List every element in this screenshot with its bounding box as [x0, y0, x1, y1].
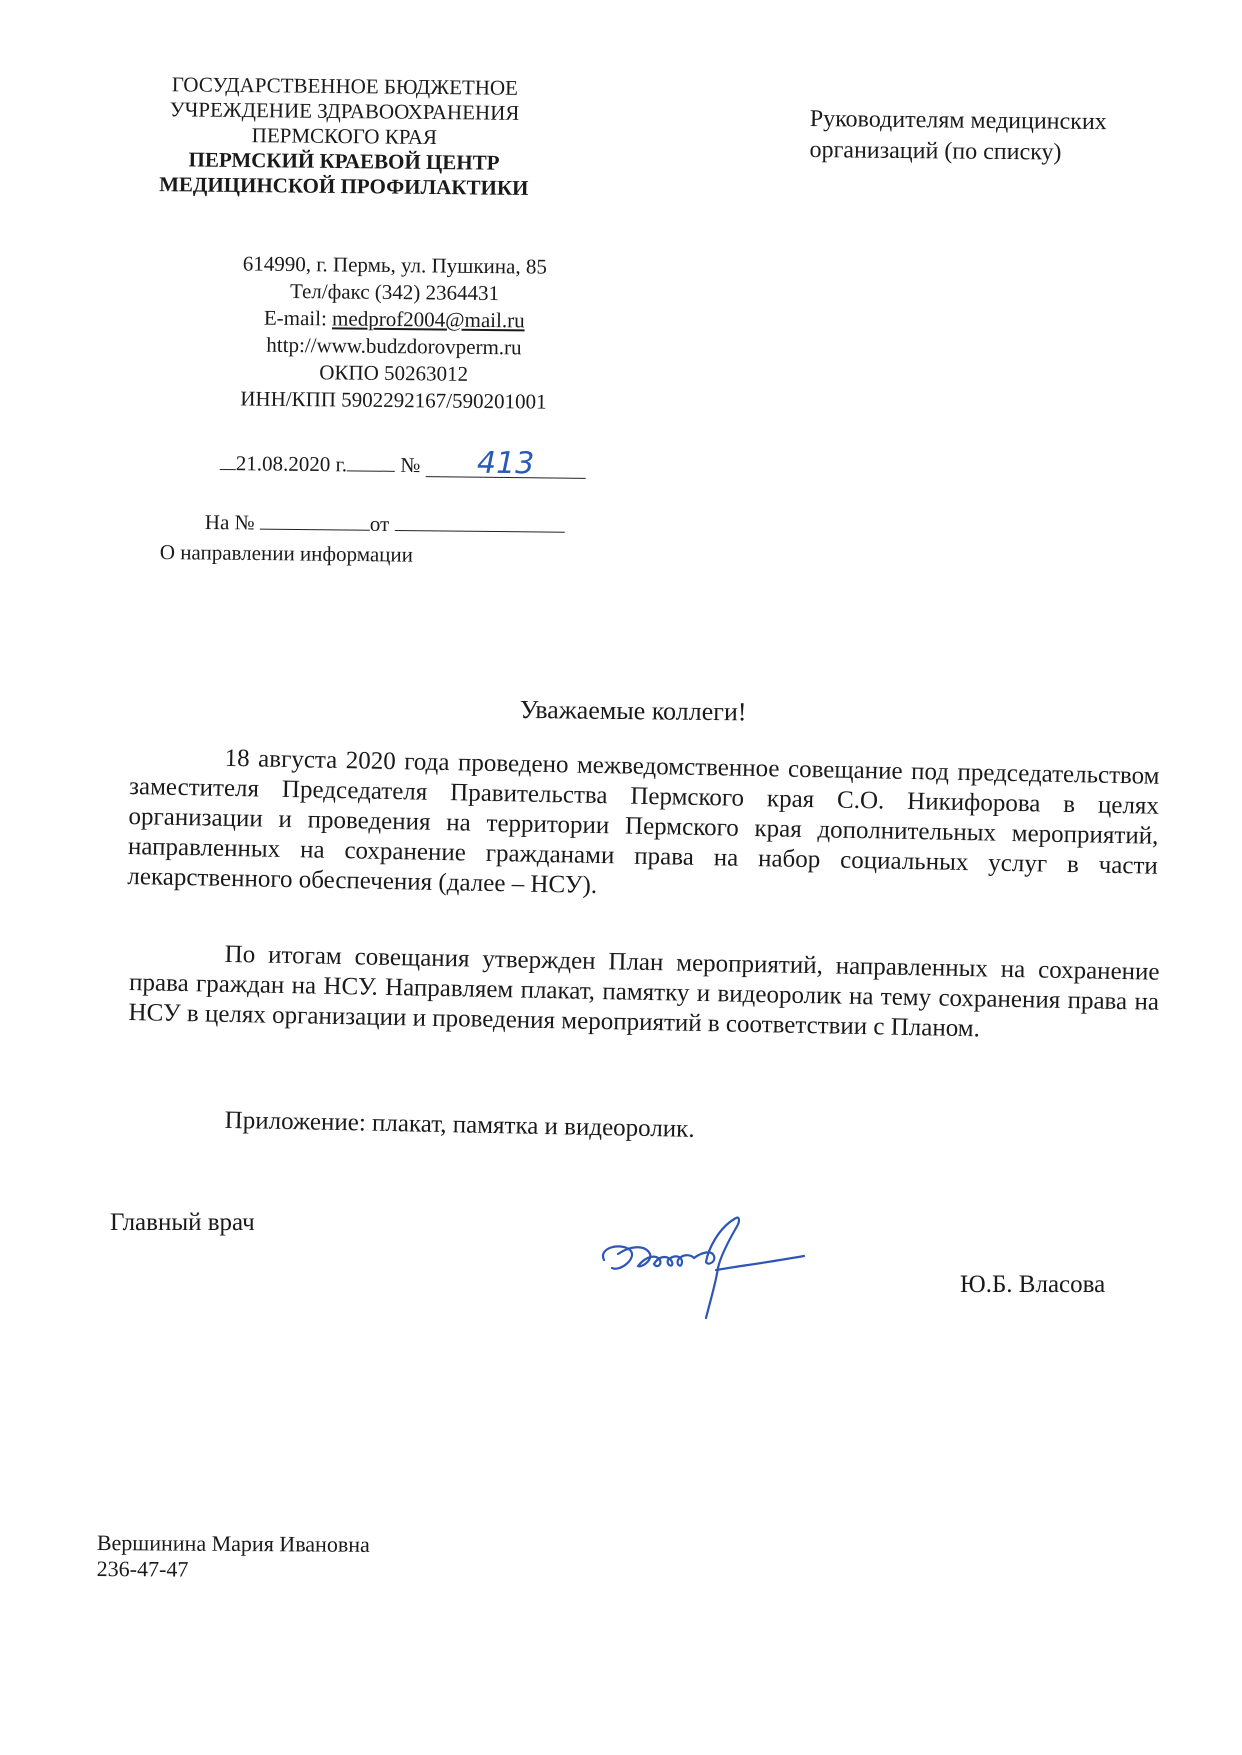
body-paragraph: По итогам совещания утвержден План мероприятий, направленных на сохранение права граждан на НСУ. Направляем плакат, памятку и видеоролик на тему сохранения права на НСУ в целях организации и проведения мероприятий в соответствии с Планом.	[128, 940, 1160, 1043]
sender-address: 614990, г. Пермь, ул. Пушкина, 85	[242, 251, 548, 279]
attachment-note: Приложение: плакат, памятка и видеоролик.	[224, 1106, 695, 1143]
blank-underline	[347, 452, 395, 472]
handwritten-signature	[590, 1210, 820, 1340]
registration-number: 413	[426, 450, 586, 479]
signatory-title: Главный врач	[110, 1209, 255, 1236]
sender-email-row	[199, 304, 589, 335]
sender-name-line: ПЕРМСКИЙ КРАЕВОЙ ЦЕНТР	[188, 147, 500, 175]
executor-block	[97, 1530, 370, 1584]
blank-underline	[260, 511, 370, 531]
blank-underline	[220, 451, 236, 470]
sender-okpo: ОКПО 50263012	[319, 360, 469, 386]
body-paragraph: 18 августа 2020 года проведено межведомственное совещание под председательством заместителя Председателя Правительства Пермского края С.О. Никифорова в целях организации и проведения на территории Пермского края дополнительных мероприятий, направленных на сохранение гражданами права на набор социальных услуг в части лекарственного обеспечения (далее – НСУ).	[127, 744, 1160, 899]
sender-organization-block	[149, 72, 540, 201]
sender-org-line: УЧРЕЖДЕНИЕ ЗДРАВООХРАНЕНИЯ	[169, 97, 520, 125]
in-reply-line	[205, 508, 635, 541]
sender-contacts-block	[198, 250, 590, 416]
in-reply-label: На №	[204, 509, 255, 535]
blank-underline	[394, 512, 564, 533]
recipient-line: организаций (по списку)	[809, 136, 1062, 166]
sender-name-line: МЕДИЦИНСКОЙ ПРОФИЛАКТИКИ	[159, 172, 529, 200]
sender-inn-kpp: ИНН/КПП 5902292167/590201001	[240, 386, 547, 414]
signatory-name: Ю.Б. Власова	[960, 1271, 1106, 1298]
registration-date: 21.08.2020 г.	[235, 451, 348, 477]
in-reply-from-label: от	[369, 511, 390, 536]
sender-email-link[interactable]: medprof2004@mail.ru	[331, 306, 525, 333]
recipient-block	[809, 104, 1190, 170]
sender-website: http://www.budzdorovperm.ru	[266, 332, 522, 360]
letter-greeting: Уважаемые коллеги!	[519, 694, 747, 727]
sender-org-line: ГОСУДАРСТВЕННОЕ БЮДЖЕТНОЕ	[171, 72, 519, 100]
sender-email-label: E-mail:	[263, 305, 327, 331]
letter-subject: О направлении информации	[159, 539, 414, 567]
registration-number-label: №	[400, 452, 421, 478]
executor-phone: 236-47-47	[96, 1555, 189, 1582]
recipient-line: Руководителям медицинских	[809, 105, 1107, 136]
executor-name: Вершинина Мария Ивановна	[96, 1530, 370, 1557]
sender-org-line: ПЕРМСКОГО КРАЯ	[251, 123, 438, 150]
sender-phone: Тел/факс (342) 2364431	[289, 278, 500, 306]
registration-line	[220, 445, 650, 482]
